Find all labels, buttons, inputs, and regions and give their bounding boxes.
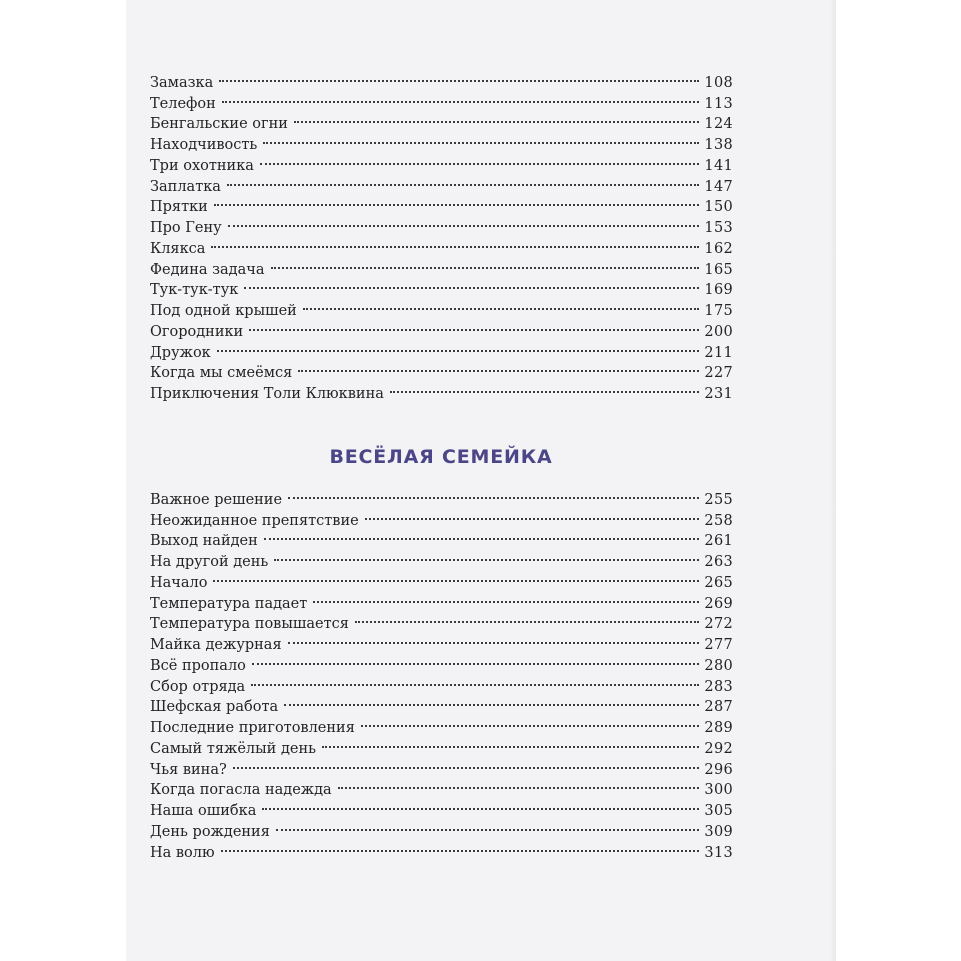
dot-leader [313, 587, 699, 608]
dot-leader [361, 711, 700, 732]
toc-entry-title: Когда мы смеёмся [150, 365, 293, 382]
toc-entry-title: Наша ошибка [150, 803, 257, 819]
toc-entry [150, 774, 733, 799]
toc-entry-title: Последние приготовления [150, 720, 355, 736]
toc-entry-page-number: 258 [704, 512, 733, 529]
dot-leader [355, 608, 700, 629]
toc-entry-title: Температура повышается [150, 616, 349, 633]
toc-entry-title: Про Гену [150, 220, 222, 236]
section-heading: ВЕСЁЛАЯ СЕМЕЙКА [329, 446, 553, 468]
toc-entry [150, 753, 733, 778]
toc-entry-page-number: 305 [704, 803, 733, 819]
toc-entry-title: Бенгальские огни [150, 116, 288, 133]
dot-leader [213, 566, 699, 587]
dot-leader [221, 836, 700, 857]
page-edge-shadow [830, 0, 836, 961]
toc-entry-page-number: 175 [704, 303, 733, 319]
dot-leader [338, 774, 700, 795]
toc-entry-title: Тук-тук-тук [150, 282, 239, 299]
toc-entry-title: Шефская работа [150, 699, 279, 716]
toc-entry [150, 66, 733, 91]
toc-entry-page-number: 169 [704, 282, 733, 299]
dot-leader [244, 274, 699, 295]
toc-entry-page-number: 227 [704, 365, 733, 382]
toc-entry-page-number: 138 [704, 137, 733, 153]
toc-entry-title: Когда погасла надежда [150, 782, 332, 799]
dot-leader [390, 377, 700, 398]
dot-leader [260, 149, 700, 170]
toc-entry-page-number: 153 [704, 220, 733, 236]
dot-leader [233, 753, 700, 774]
toc-entry-title: Телефон [150, 95, 216, 112]
dot-leader [219, 66, 699, 87]
toc-entry-title: Клякса [150, 240, 206, 257]
toc-entry-title: Прятки [150, 199, 208, 216]
dot-leader [303, 294, 700, 315]
dot-leader [214, 191, 700, 212]
toc-entry-title: Выход найден [150, 533, 258, 550]
toc-entry-page-number: 162 [704, 240, 733, 257]
toc-entry-page-number: 309 [704, 823, 733, 840]
toc-entry-page-number: 261 [704, 533, 733, 550]
toc-entry-page-number: 200 [704, 323, 733, 340]
toc-entry-title: Находчивость [150, 137, 258, 153]
toc-entry [150, 253, 733, 278]
dot-leader [222, 87, 700, 108]
dot-leader [262, 794, 699, 815]
toc-entry-page-number: 296 [704, 761, 733, 778]
toc-entry [150, 170, 733, 195]
toc-entry-title: Самый тяжёлый день [150, 740, 317, 757]
toc-entry-page-number: 269 [704, 595, 733, 612]
toc-entry-title: На волю [150, 844, 215, 861]
toc-entry-page-number: 124 [704, 116, 733, 133]
toc-entry-page-number: 280 [704, 657, 733, 674]
dot-leader [264, 525, 700, 546]
dot-leader [251, 670, 699, 691]
toc-entry-page-number: 150 [704, 199, 733, 216]
toc-entry-page-number: 255 [704, 491, 733, 508]
dot-leader [284, 691, 699, 712]
toc-entry [150, 336, 733, 361]
toc-entry-page-number: 313 [704, 844, 733, 861]
toc-entry [150, 211, 733, 236]
toc-entry [150, 357, 733, 382]
dot-leader [274, 545, 699, 566]
toc-entry [150, 836, 733, 861]
toc-entry-page-number: 231 [704, 386, 733, 402]
toc-entry-page-number: 165 [704, 261, 733, 278]
toc-entry [150, 587, 733, 612]
toc-entry-page-number: 277 [704, 637, 733, 653]
dot-leader [298, 357, 699, 378]
toc-entry-page-number: 108 [704, 74, 733, 91]
toc-entry-page-number: 263 [704, 554, 733, 570]
toc-entry-title: Заплатка [150, 178, 221, 195]
toc-entry-page-number: 272 [704, 616, 733, 633]
toc-entry [150, 566, 733, 591]
dot-leader [228, 211, 700, 232]
toc-entry-title: Всё пропало [150, 657, 246, 674]
toc-entry-title: Чья вина? [150, 761, 227, 778]
toc-entry-title: Неожиданное препятствие [150, 512, 359, 529]
toc-entry-title: Сбор отряда [150, 678, 246, 695]
toc-entry-title: Дружок [150, 344, 211, 361]
toc-entry-title: Три охотника [150, 157, 254, 174]
toc-entry-title: Начало [150, 574, 208, 591]
dot-leader [294, 108, 699, 129]
dot-leader [288, 483, 699, 504]
table-of-contents-part-1 [150, 66, 733, 402]
toc-entry-page-number: 265 [704, 574, 733, 591]
dot-leader [271, 253, 700, 274]
toc-entry-title: Огородники [150, 323, 244, 340]
toc-entry-page-number: 211 [704, 344, 733, 361]
toc-entry [150, 108, 733, 133]
dot-leader [211, 232, 699, 253]
toc-entry-title: Майка дежурная [150, 637, 282, 653]
toc-entry-page-number: 147 [704, 178, 733, 195]
dot-leader [263, 128, 699, 149]
toc-entry-page-number: 113 [704, 95, 733, 112]
toc-entry-title: Под одной крышей [150, 303, 297, 319]
toc-entry-title: Федина задача [150, 261, 265, 278]
toc-entry-page-number: 292 [704, 740, 733, 757]
dot-leader [252, 649, 700, 670]
toc-entry-page-number: 300 [704, 782, 733, 799]
dot-leader [249, 315, 699, 336]
dot-leader [365, 504, 700, 525]
dot-leader [288, 628, 700, 649]
toc-entry-page-number: 141 [704, 157, 733, 174]
toc-entry-title: Замазка [150, 74, 214, 91]
toc-entry [150, 232, 733, 257]
dot-leader [276, 815, 700, 836]
toc-entry-page-number: 289 [704, 720, 733, 736]
toc-entry [150, 87, 733, 112]
toc-entry-title: День рождения [150, 823, 270, 840]
toc-entry-page-number: 287 [704, 699, 733, 716]
dot-leader [217, 336, 700, 357]
toc-entry [150, 191, 733, 216]
toc-entry-title: Приключения Толи Клюквина [150, 386, 384, 402]
toc-entry [150, 483, 733, 508]
toc-entry-title: На другой день [150, 554, 269, 570]
table-of-contents-part-2 [150, 483, 733, 861]
toc-entry-title: Температура падает [150, 595, 308, 612]
toc-entry-title: Важное решение [150, 491, 283, 508]
toc-entry-page-number: 283 [704, 678, 733, 695]
dot-leader [322, 732, 699, 753]
dot-leader [227, 170, 699, 191]
